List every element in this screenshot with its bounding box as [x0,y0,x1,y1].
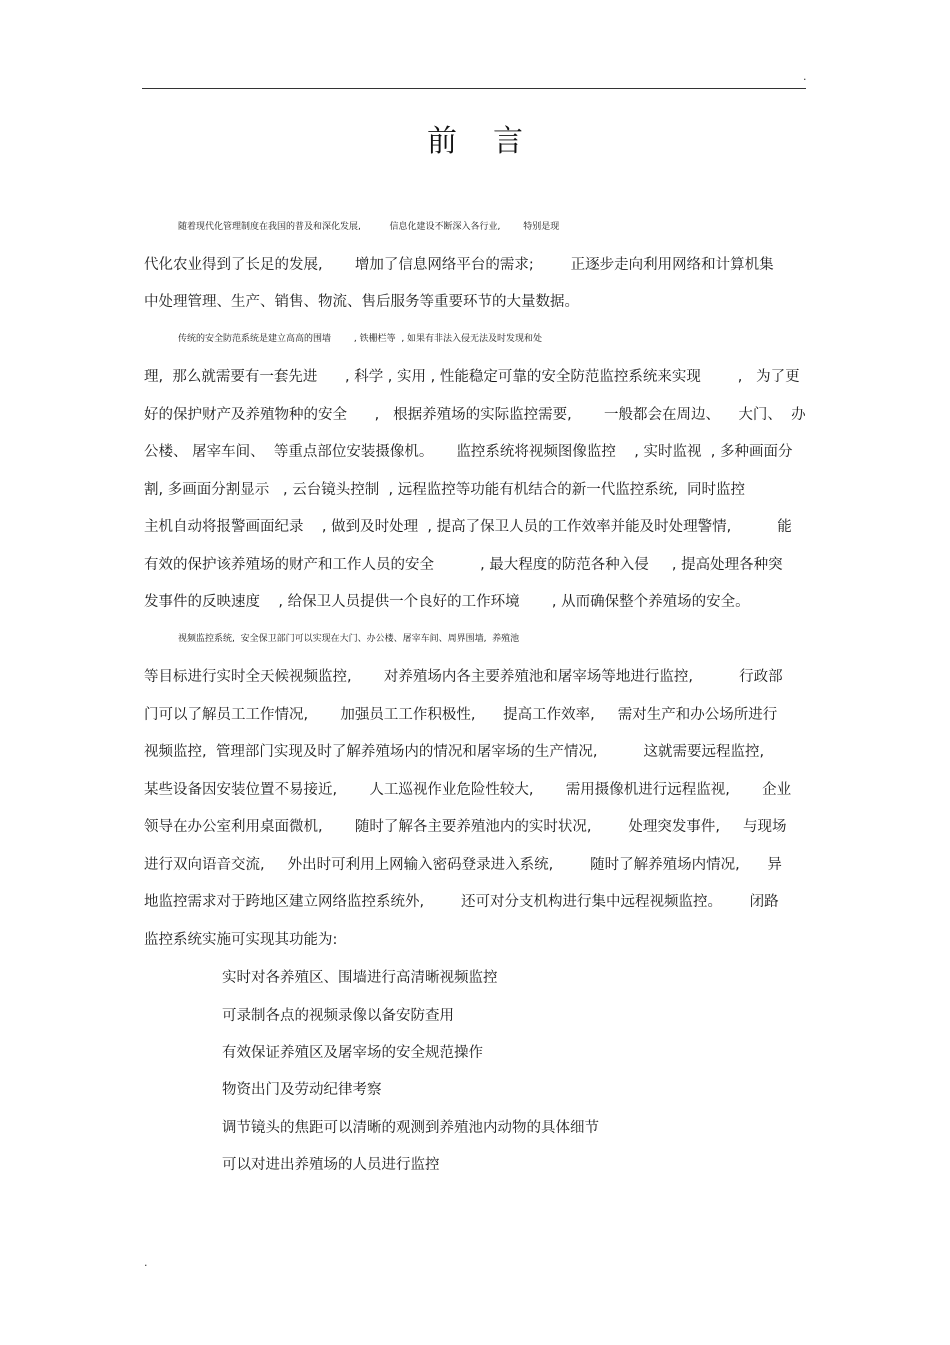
paragraph-3-line-5: 某些设备因安装位置不易接近, 人工巡视作业危险性较大, 需用摄像机进行远程监视, 企业 [144,782,792,798]
paragraph-2-line-5: 割, 多画面分割显示 , 云台镜头控制 , 远程监控等功能有机结合的新一代监控系统, 同时监控 [144,482,746,498]
function-item: 实时对各养殖区、围墙进行高清晰视频监控 [222,970,498,986]
page-footer-mark: . [144,1256,148,1269]
function-item: 可以对进出养殖场的人员进行监控 [222,1157,440,1173]
function-item: 可录制各点的视频录像以备安防查用 [222,1008,454,1024]
paragraph-2-line-4: 公楼、 屠宰车间、 等重点部位安装摄像机。 监控系统将视频图像监控 , 实时监视 , 多种画面分 [144,444,793,460]
paragraph-3-line-8: 地监控需求对于跨地区建立网络监控系统外, 还可对分支机构进行集中远程视频监控。 闭路 [144,894,779,910]
paragraph-3-line-6: 领导在办公室利用桌面微机, 随时了解各主要养殖池内的实时状况, 处理突发事件, 与现场 [144,819,787,835]
paragraph-2-line-2: 理, 那么就需要有一套先进 , 科学 , 实用 , 性能稳定可靠的安全防范监控系统来实现 , 为了更 [144,369,800,385]
paragraph-2-line-6: 主机自动将报警画面纪录 , 做到及时处理 , 提高了保卫人员的工作效率并能及时处理警情, 能 [144,519,792,535]
function-item: 物资出门及劳动纪律考察 [222,1082,382,1098]
paragraph-2-line-7: 有效的保护该养殖场的财产和工作人员的安全 , 最大程度的防范各种入侵 , 提高处理各种突 [144,557,783,573]
function-item: 有效保证养殖区及屠宰场的安全规范操作 [222,1045,483,1061]
paragraph-3-line-1: 视频监控系统, 安全保卫部门可以实现在大门、办公楼、屠宰车间、周界围墙, 养殖池 [178,634,520,644]
paragraph-3-line-9: 监控系统实施可实现其功能为: [144,932,338,948]
paragraph-1-line-1: 随着现代化管理制度在我国的普及和深化发展, 信息化建设不断深入各行业, 特别是现 [178,222,560,232]
paragraph-2-line-8: 发事件的反映速度 , 给保卫人员提供一个良好的工作环境 , 从而确保整个养殖场的安全。 [144,594,750,610]
paragraph-3-line-7: 进行双向语音交流, 外出时可利用上网输入密码登录进入系统, 随时了解养殖场内情况, 异 [144,857,782,873]
page-header-mark: . [803,70,807,83]
paragraph-3-line-4: 视频监控, 管理部门实现及时了解养殖场内的情况和屠宰场的生产情况, 这就需要远程监控, [144,744,765,760]
page-title: 前言 [427,124,559,159]
paragraph-1-line-2: 代化农业得到了长足的发展, 增加了信息网络平台的需求; 正逐步走向利用网络和计算机集 [144,257,774,273]
paragraph-3-line-2: 等目标进行实时全天候视频监控, 对养殖场内各主要养殖池和屠宰场等地进行监控, 行政部 [144,669,783,685]
paragraph-1-line-3: 中处理管理、生产、销售、物流、售后服务等重要环节的大量数据。 [144,294,579,310]
paragraph-2-line-3: 好的保护财产及养殖物种的安全 , 根据养殖场的实际监控需要, 一般都会在周边、 大门、 办 [144,407,806,423]
paragraph-3-line-3: 门可以了解员工工作情况, 加强员工工作积极性, 提高工作效率, 需对生产和办公场所进行 [144,707,778,723]
function-item: 调节镜头的焦距可以清晰的观测到养殖池内动物的具体细节 [222,1120,599,1136]
paragraph-2-line-1: 传统的安全防范系统是建立高高的围墙 , 铁栅栏等 , 如果有非法入侵无法及时发现和处 [178,334,543,344]
header-rule [142,88,806,89]
